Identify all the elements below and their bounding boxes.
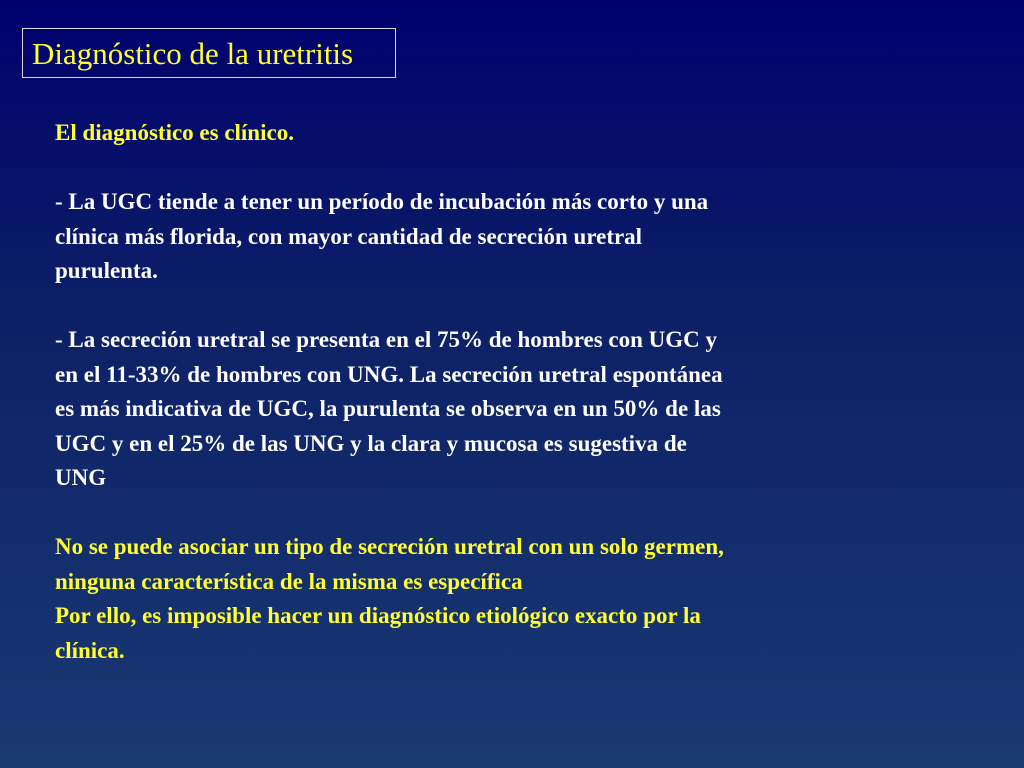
intro-line: El diagnóstico es clínico.: [55, 120, 294, 145]
paragraph2-line: UGC y en el 25% de las UNG y la clara y mucosa es sugestiva de: [55, 430, 687, 456]
paragraph1-line: - La UGC tiende a tener un período de incubación más corto y una: [55, 189, 709, 214]
spacer: [55, 496, 935, 531]
slide-title-box: [22, 28, 396, 78]
paragraph2-line: es más indicativa de UGC, la purulenta se observa en un 50% de las: [55, 396, 721, 421]
paragraph2-line: en el 11-33% de hombres con UNG. La secreción uretral espontánea: [55, 361, 723, 387]
conclusion-line: clínica.: [55, 637, 125, 663]
conclusion-line: No se puede asociar un tipo de secreción uretral con un solo germen,: [55, 534, 724, 559]
paragraph1-line: purulenta.: [55, 258, 158, 283]
conclusion-line: Por ello, es imposible hacer un diagnóstico etiológico exacto por la: [55, 603, 701, 628]
paragraph2-line: UNG: [55, 465, 107, 490]
paragraph1-line: clínica más florida, con mayor cantidad de secreción uretral: [55, 223, 643, 249]
spacer: [55, 151, 935, 186]
paragraph2-line: - La secreción uretral se presenta en el 75% de hombres con UGC y: [55, 327, 718, 352]
slide-body: [55, 116, 935, 668]
spacer: [55, 289, 935, 324]
slide-title: Diagnóstico de la uretritis: [32, 35, 354, 71]
conclusion-line: ninguna característica de la misma es específica: [55, 568, 523, 594]
